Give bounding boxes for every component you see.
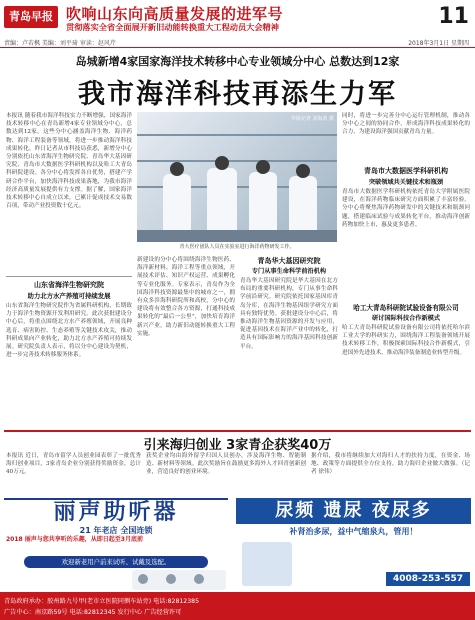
editor-line: 责编：卢若枫 美编：刘平琦 审读：赵风芹 (4, 40, 116, 47)
section-heading-qda-med: 青岛市大数据医学科研机构 (364, 167, 448, 175)
body-column-right-3: 哈工大青岛科研院试验设备有限公司将依托哈尔滨工业大学的科研实力，围绕海洋工程装备领域开展技术转移工作，积极探索国际科技合作新模式，引进国外先进技术，推动海洋装备制造业转型升级。 (342, 325, 470, 356)
page-number: 11 (438, 4, 469, 29)
footer-bar (0, 592, 475, 620)
section-heading-haida-bio: 青岛华大基因研究院 (257, 257, 321, 265)
middle-column-1: 本报讯 近日，青岛市留学人员创业园表彰了一批优秀海归创业项目，3家青岛企业分别获得奖励资金，总计40万元。 (6, 453, 141, 476)
masthead (0, 0, 475, 36)
photo-credit: 早报记者 刘海蓝 摄 (290, 116, 334, 122)
info-bar (0, 37, 475, 48)
photo-caption: 青大医疗团队人员在实验室进行海洋药物研发工作。 (179, 244, 295, 250)
hearing-aid-icon (194, 574, 204, 584)
lab-photo (137, 112, 337, 242)
section-subheading-hai-engineering: 研讨国际科技合作新模式 (371, 315, 441, 322)
masthead-subtitle: 贯彻落实全省全面展开新旧动能转换重大工程动员大会精神 (66, 22, 279, 32)
ad-phone: 4008-253-557 (386, 572, 470, 586)
masthead-slogan: 吹响山东向高质量发展的进军号 (66, 5, 284, 23)
middle-column-2: 获奖企业均由海外留学归国人员创办，涉及海洋生物、智能制造、新材料等领域。此次奖励旨在鼓励更多海外人才回青创新创业，营造良好的创业环境。 (146, 453, 306, 476)
body-column-right: 同时，将进一步完善分中心运行管理机制，推动各分中心之间的协同合作，形成海洋科技成果转化的合力，为建设海洋强国贡献青岛力量。 (342, 113, 470, 136)
body-column-center-2: 青岛华大基因研究院是华大基因在北方布局的重要科研机构，专门从事生命科学前沿研究。研究院依托国家基因库青岛分库，在海洋生物基因组学研究方面具有独特优势。获批建设分中心后，将推动海洋生物基因资源的开发与应用，促进基因技术在海洋产业中的转化，打造具有国际影响力的海洋基因科技创新平台。 (240, 278, 338, 350)
ad-subtitle: 21 年老店 全国连锁 (79, 526, 153, 535)
body-column-center: 新建设的分中心将围绕海洋生物医药、海洋新材料、海洋工程等重点领域，开展技术评估、知识产权运营、成果孵化等专业化服务。专家表示，青岛作为全国海洋科技资源最集中的城市之一，拥有众多涉海科研院所和高校，分中心的建设将有效整合各方资源，打通科技成果转化的“最后一公里”，加快培育海洋新兴产业，助力新旧动能转换重大工程实施。 (137, 257, 235, 337)
newspaper-logo: 青岛早报 (4, 6, 58, 28)
section-heading-marine-bio: 山东省海洋生物研究院 (34, 281, 104, 289)
lead-headline: 我市海洋科技再添生力军 (78, 79, 397, 110)
body-column-left: 本报讯 随着我市海洋科技实力不断增强，国家海洋技术转移中心在青岛新增4家专业领域分中心，总数达到12家。这些分中心涵盖海洋生物、海洋药物、海洋工程装备等领域，将进一步推动海洋科技成果转化。昨日记者从市科技局获悉，新增分中心分别依托山东省海洋生物研究院、青岛华大基因研究院、青岛市大数据医学科研机构以及哈工大青岛科研院建设。各分中心将发挥各自优势，搭建产学研合作平台，加快海洋科技成果落地，为我市海洋经济高质量发展提供有力支撑。据了解，国家海洋技术转移中心自成立以来，已累计促成技术交易数百项，带动产业投资数十亿元。 (6, 113, 132, 210)
hearing-aid-icon (166, 574, 176, 584)
hearing-aid-icon (138, 574, 148, 584)
divider (6, 276, 132, 277)
section-subheading-haida-bio: 专门从事生命科学前沿机构 (251, 268, 327, 275)
footer-line-2: 广告中心：南京路59号 电话:82812345 发行中心 广告经营许可 (4, 609, 182, 616)
body-column-right-2: 青岛市大数据医学科研机构依托青岛大学附属医院建设，在海洋药物临床研究方面积累了丰富经验。分中心将聚焦海洋药物研发中的关键技术和瓶颈问题，搭建临床试验与成果转化平台，推动海洋创新药物加快上市，惠及更多患者。 (342, 189, 470, 228)
section-heading-hai-engineering: 哈工大青岛科研院试验设备有限公司 (353, 304, 459, 312)
ad-subtitle: 补肾治多尿，益中气缩泉丸，管用！ (289, 527, 418, 536)
footer-line-1: 青岛政府承办：胶州路九号甲(老市立医院同侧车站旁) 电话:82812385 (4, 598, 200, 605)
lead-kicker: 岛城新增4家国家海洋技术转移中心专业领域分中心 总数达到12家 (75, 55, 400, 68)
ad-notice: 2018 丽声与您共享听的乐趣，从即日起至3月底前 (6, 536, 143, 543)
ad-title: 丽声助听器 (4, 498, 228, 524)
body-column-left-2: 山东省海洋生物研究院作为省属科研机构，长期致力于海洋生物资源开发利用研究。此次获批建设分中心后，将重点围绕北方水产养殖领域，开展良种选育、病害防控、生态养殖等关键技术攻关，推动科研成果向产业转化，助力北方水产养殖可持续发展。研究院负责人表示，将以分中心建设为契机，进一步完善技术转移服务体系。 (6, 303, 132, 359)
medicine-box-image (242, 542, 292, 586)
middle-column-3: 据介绍，我市将继续加大对海归人才的扶持力度，在资金、场地、政策等方面提供全方位支持，助力海归企业做大做强。（记者 徐伟） (311, 453, 470, 476)
ad-title: 尿频 遗尿 夜尿多 (236, 498, 471, 524)
date-line: 2018年3月1日 星期四 (408, 40, 469, 47)
ad-welcome: 欢迎新老用户前来试听、试戴及选配。 (24, 556, 208, 568)
section-subheading-marine-bio: 助力北方水产养殖可持续发展 (27, 292, 111, 300)
middle-headline: 引来海归创业 3家青企获奖40万 (143, 438, 332, 453)
section-subheading-qda-med: 突破领域共关键技术和瓶颈 (368, 179, 444, 186)
section-divider (4, 430, 471, 432)
